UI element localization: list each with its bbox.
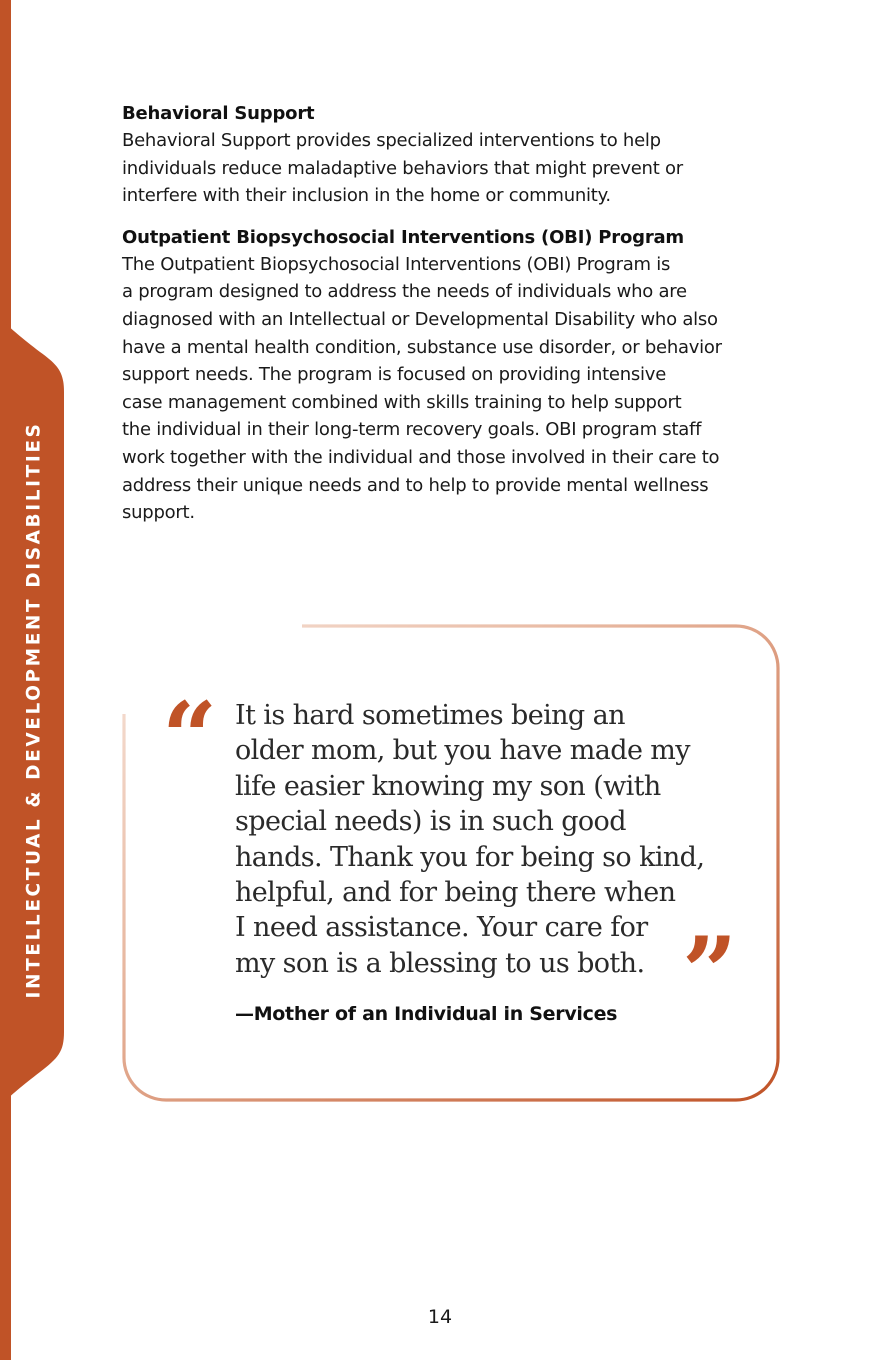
quote-line: my son is a blessing to us both.: [235, 947, 645, 979]
quote-line: life easier knowing my son (with: [235, 770, 661, 802]
text-line: address their unique needs and to help to provide mental wellness: [122, 474, 709, 496]
open-quote-icon: “: [162, 681, 218, 794]
text-line: a program designed to address the needs of individuals who are: [122, 281, 687, 303]
text-line: support needs. The program is focused on providing intensive: [122, 364, 667, 386]
quote-line: helpful, and for being there when: [235, 877, 676, 909]
text-line: the individual in their long-term recovery goals. OBI program staff: [122, 419, 702, 441]
testimonial-attribution: —Mother of an Individual in Services: [235, 1003, 618, 1025]
text-line: The Outpatient Biopsychosocial Interventions (OBI) Program is: [122, 253, 671, 275]
text-line: interfere with their inclusion in the home or community.: [122, 185, 611, 207]
text-line: work together with the individual and those involved in their care to: [122, 446, 720, 468]
section-heading: Outpatient Biopsychosocial Interventions (OBI) Program: [122, 226, 684, 248]
text-line: support.: [122, 502, 195, 524]
quote-line: special needs) is in such good: [235, 806, 626, 838]
section-body: [122, 127, 792, 210]
text-line: Behavioral Support provides specialized interventions to help: [122, 130, 661, 151]
section-obi-program: [122, 224, 792, 527]
text-line: individuals reduce maladaptive behaviors that might prevent or: [122, 157, 683, 179]
text-line: case management combined with skills training to help support: [122, 391, 682, 413]
quote-line: older mom, but you have made my: [235, 735, 690, 767]
side-tab-label: INTELLECTUAL & DEVELOPMENT DISABILITIES: [23, 421, 45, 999]
quote-line: hands. Thank you for being so kind,: [235, 841, 705, 873]
close-quote-icon: ”: [682, 916, 738, 1029]
text-line: have a mental health condition, substance use disorder, or behavior: [122, 336, 722, 358]
main-content: [122, 100, 792, 541]
section-body: [122, 251, 792, 527]
page-number: 14: [427, 1306, 453, 1328]
quote-line: I need assistance. Your care for: [235, 912, 648, 944]
section-side-tab: [0, 0, 70, 1360]
text-line: diagnosed with an Intellectual or Developmental Disability who also: [122, 308, 718, 330]
section-heading: Behavioral Support: [122, 103, 315, 124]
section-behavioral-support: [122, 100, 792, 210]
quote-line: It is hard sometimes being an: [235, 700, 625, 731]
testimonial-quote: [235, 698, 725, 981]
